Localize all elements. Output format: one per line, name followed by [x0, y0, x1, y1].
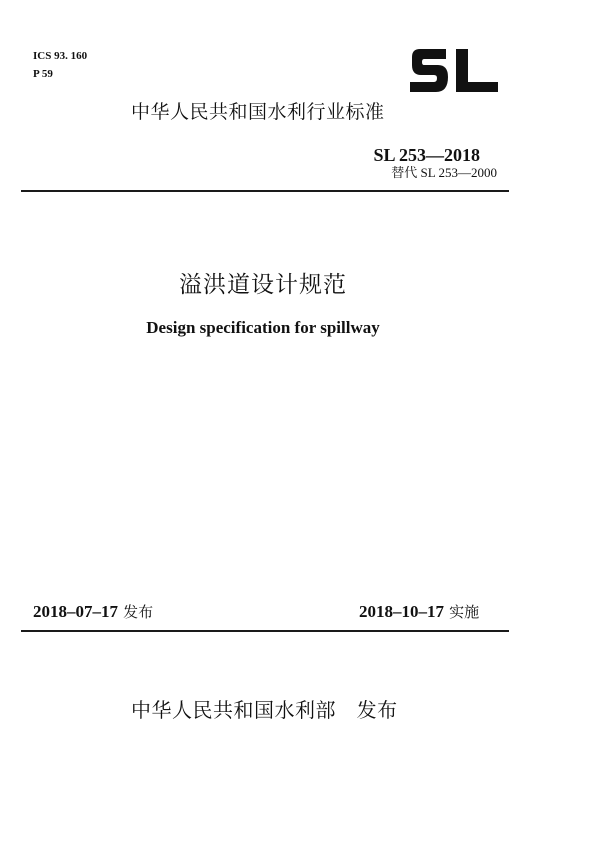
standard-number: SL 253—2018	[373, 145, 480, 165]
standard-kind: 中华人民共和国水利行业标准	[131, 101, 385, 123]
bottom-divider	[21, 630, 509, 632]
sl-logo	[408, 45, 500, 97]
issuer-name: 中华人民共和国水利部	[131, 698, 336, 722]
ccs-code: P 59	[33, 68, 53, 80]
issuer-line	[131, 696, 398, 724]
issuer-action: 发布	[356, 698, 398, 722]
sl-logo-l	[456, 49, 498, 92]
implement-date: 2018–10–17	[359, 602, 444, 621]
implement-label: 实施	[449, 603, 480, 621]
issue-label: 发布	[123, 603, 154, 621]
issue-date: 2018–07–17	[33, 602, 118, 621]
title-chinese: 溢洪道设计规范	[179, 272, 347, 298]
sl-logo-s	[410, 49, 448, 92]
title-english: Design specification for spillway	[146, 318, 380, 337]
replaces-standard: 替代 SL 253—2000	[391, 165, 497, 180]
issue-date-line	[33, 601, 153, 623]
top-divider	[21, 190, 509, 192]
implement-date-line	[359, 601, 479, 623]
ics-code: ICS 93. 160	[33, 50, 88, 62]
